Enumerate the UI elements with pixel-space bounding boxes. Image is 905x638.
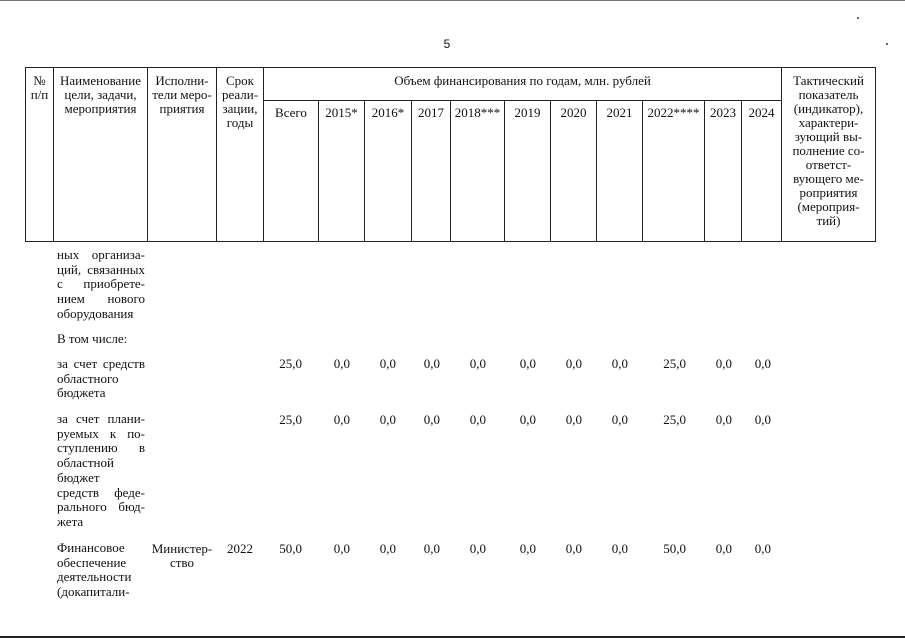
description-line: областного xyxy=(57,370,119,386)
header-year-vline xyxy=(704,100,705,242)
description-line: жета xyxy=(57,513,84,529)
value-cell: 0,0 xyxy=(565,541,582,556)
header-year-vline xyxy=(364,100,365,242)
value-cell: 25,0 xyxy=(279,356,302,371)
value-cell: 0,0 xyxy=(379,356,396,371)
value-cell: 0,0 xyxy=(469,356,486,371)
description-line: ных организа- xyxy=(57,247,145,262)
description-line: ступлению в xyxy=(57,440,145,456)
value-cell: 0,0 xyxy=(611,541,628,556)
description-line: оборудования xyxy=(57,305,134,321)
value-cell: 0,0 xyxy=(423,356,440,371)
table-row xyxy=(57,541,149,600)
description-line: (докапитали- xyxy=(57,584,130,600)
value-cell: 25,0 xyxy=(663,356,686,371)
header-col-name: Наименование цели, задачи, мероприятия xyxy=(60,73,141,116)
header-year-vline xyxy=(596,100,597,242)
value-cell: 0,0 xyxy=(715,356,732,371)
value-cell: 0,0 xyxy=(423,412,440,427)
table-row xyxy=(57,332,127,347)
description-line: деятельности xyxy=(57,569,132,585)
header-year-2017: 2017 xyxy=(418,105,444,120)
header-top-line xyxy=(25,67,876,68)
value-cell: 0,0 xyxy=(379,412,396,427)
description-line: областной xyxy=(57,455,114,471)
description-line: рального бюд- xyxy=(57,499,145,515)
header-vline xyxy=(263,67,264,242)
value-cell: 0,0 xyxy=(379,541,396,556)
table-row xyxy=(57,248,145,322)
scan-speck xyxy=(886,43,888,45)
row-description: В том числе: xyxy=(57,331,128,346)
table-row xyxy=(57,357,145,401)
row-description xyxy=(57,412,145,530)
value-cell: 0,0 xyxy=(611,412,628,427)
scan-speck xyxy=(857,17,859,19)
page-number: 5 xyxy=(443,37,451,51)
description-line: ций, связанных xyxy=(57,261,145,277)
header-year-2020: 2020 xyxy=(560,105,587,120)
description-line: за счет средств xyxy=(57,356,145,371)
table-row xyxy=(57,412,145,530)
description-line: Финансовое xyxy=(57,540,125,555)
description-line: с приобрете- xyxy=(57,276,145,292)
header-year-2016: 2016* xyxy=(371,105,405,120)
value-cell: 0,0 xyxy=(519,356,536,371)
value-cell: 0,0 xyxy=(754,356,771,371)
row-description xyxy=(57,248,145,322)
value-cell: 0,0 xyxy=(565,356,582,371)
header-year-2015: 2015* xyxy=(325,105,358,120)
description-line: обеспечение xyxy=(57,554,127,570)
row-description xyxy=(57,357,145,401)
header-funding-group: Объем финансирования по годам, млн. рублей xyxy=(394,73,651,88)
header-col-indicator: Тактический показатель (индикатор), характери- зующий вы- полнение со- ответст- вующего ме- роприятия (мероприя- тий) xyxy=(792,73,865,228)
scan-top-edge xyxy=(0,0,905,1)
header-year-vline xyxy=(411,100,412,242)
header-year-2023: 2023 xyxy=(710,105,736,120)
row-term: 2022 xyxy=(227,541,253,556)
value-cell: 0,0 xyxy=(754,541,771,556)
header-vline xyxy=(875,67,876,242)
header-year-2019: 2019 xyxy=(514,105,541,120)
value-cell: 0,0 xyxy=(519,541,536,556)
header-year-vline xyxy=(741,100,742,242)
header-year-total: Всего xyxy=(275,105,307,120)
header-year-2024: 2024 xyxy=(748,105,775,120)
description-line: нием нового xyxy=(57,291,145,307)
value-cell: 0,0 xyxy=(333,356,350,371)
header-year-vline xyxy=(550,100,551,242)
description-line: за счет плани- xyxy=(57,411,145,426)
description-line: руемых к по- xyxy=(57,425,145,441)
value-cell: 0,0 xyxy=(333,412,350,427)
value-cell: 0,0 xyxy=(519,412,536,427)
description-line: средств феде- xyxy=(57,484,145,500)
value-cell: 0,0 xyxy=(715,541,732,556)
header-col-term: Срок реали- зации, годы xyxy=(221,73,259,130)
value-cell: 0,0 xyxy=(715,412,732,427)
value-cell: 50,0 xyxy=(279,541,302,556)
value-cell: 0,0 xyxy=(423,541,440,556)
row-description xyxy=(57,541,149,600)
header-year-vline xyxy=(504,100,505,242)
value-cell: 0,0 xyxy=(611,356,628,371)
row-executor: Министер- ство xyxy=(151,541,213,570)
header-year-2018: 2018*** xyxy=(454,105,501,120)
description-line: бюджета xyxy=(57,385,106,401)
description-line: бюджет xyxy=(57,469,100,485)
header-year-vline xyxy=(318,100,319,242)
value-cell: 50,0 xyxy=(663,541,686,556)
value-cell: 0,0 xyxy=(333,541,350,556)
value-cell: 25,0 xyxy=(279,412,302,427)
header-col-executors: Исполни- тели меро- приятия xyxy=(152,73,212,116)
value-cell: 25,0 xyxy=(663,412,686,427)
value-cell: 0,0 xyxy=(469,412,486,427)
header-year-vline xyxy=(642,100,643,242)
header-col-number: № п/п xyxy=(30,73,49,102)
header-year-2021: 2021 xyxy=(606,105,633,120)
value-cell: 0,0 xyxy=(565,412,582,427)
header-year-2022: 2022**** xyxy=(647,105,700,120)
value-cell: 0,0 xyxy=(754,412,771,427)
value-cell: 0,0 xyxy=(469,541,486,556)
header-year-vline xyxy=(450,100,451,242)
